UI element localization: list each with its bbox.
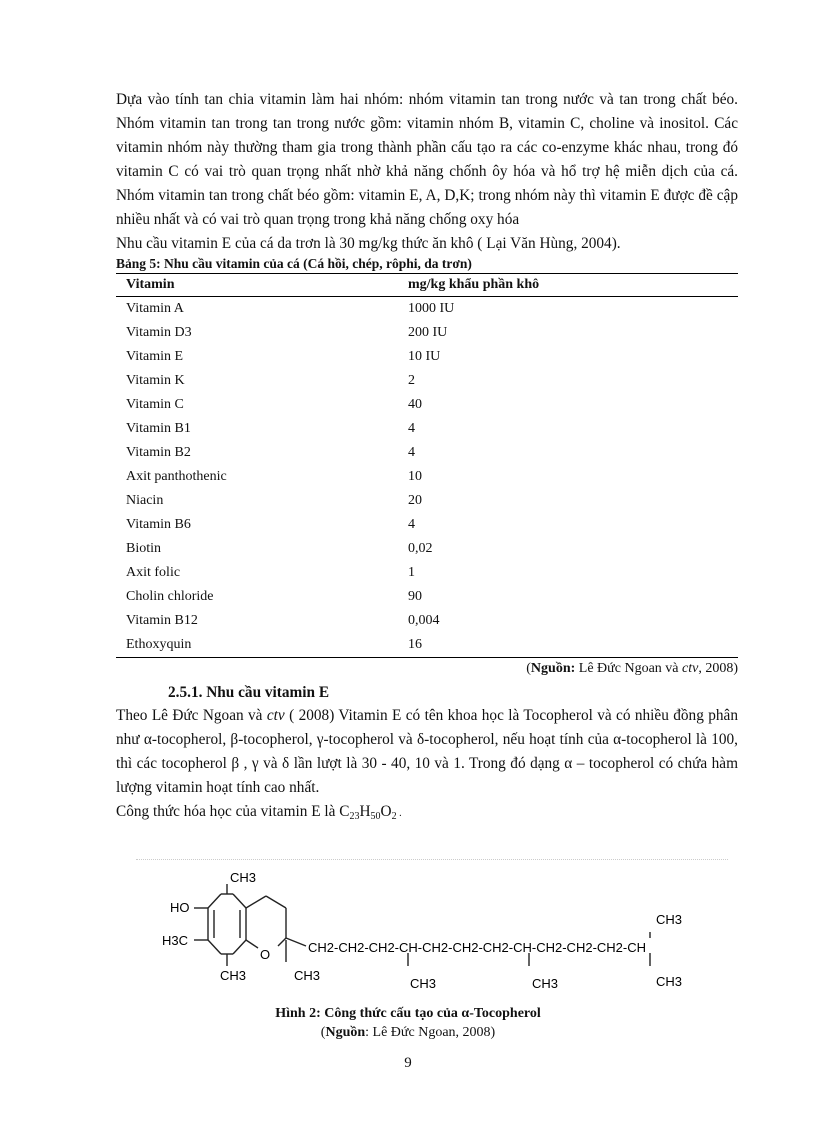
figure-title-text: : Công thức cấu tạo của α-Tocopherol	[316, 1006, 541, 1021]
source-year: , 2008)	[698, 661, 738, 676]
figure-caption	[0, 1004, 816, 1042]
label-ho: HO	[170, 900, 190, 915]
section-text-before: Theo Lê Đức Ngoan và	[116, 707, 267, 724]
label-ch3-branch2: CH3	[532, 976, 559, 991]
label-ch3-bottom-ring: CH3	[220, 968, 247, 983]
label-ch3-end-top: CH3	[656, 912, 683, 927]
table-row	[116, 417, 738, 441]
vitamin-name: Vitamin B6	[126, 517, 191, 532]
vitamin-table	[116, 273, 738, 658]
table-row	[116, 321, 738, 345]
table-row	[116, 369, 738, 393]
label-carbon-chain: CH2-CH2-CH2-CH-CH2-CH2-CH2-CH-CH2-CH2-CH2-CH	[308, 940, 647, 955]
table-caption: Bảng 5: Nhu cầu vitamin của cá (Cá hồi, chép, rôphi, da trơn)	[116, 256, 472, 271]
header-amount: mg/kg khẩu phần khô	[398, 274, 738, 297]
table-row	[116, 345, 738, 369]
vitamin-name: Vitamin B1	[126, 421, 191, 436]
source-label: Nguồn:	[530, 661, 576, 676]
vitamin-amount: 4	[408, 421, 415, 436]
source-text: Lê Đức Ngoan và	[575, 661, 682, 676]
label-ch3-junction: CH3	[294, 968, 321, 983]
vitamin-name: Cholin chloride	[126, 589, 214, 604]
formula-prefix: Công thức hóa học của vitamin E là C	[116, 803, 350, 820]
table-row	[116, 561, 738, 585]
source-ctv: ctv	[682, 661, 699, 676]
vitamin-amount: 4	[408, 445, 415, 460]
vitamin-amount: 4	[408, 517, 415, 532]
vitamin-name: Niacin	[126, 493, 164, 508]
page-number: 9	[404, 1055, 412, 1071]
formula-o: O	[380, 803, 392, 820]
tocopherol-structure	[136, 860, 728, 1006]
header-vitamin: Vitamin	[116, 274, 398, 297]
label-ch3-end-bottom: CH3	[656, 974, 683, 989]
label-h3c: H3C	[162, 933, 189, 948]
tocopherol-structure-figure	[136, 859, 728, 1006]
chemical-formula	[116, 800, 738, 829]
vitamin-name: Vitamin E	[126, 349, 184, 364]
figure-title	[0, 1004, 816, 1023]
vitamin-amount: 20	[408, 493, 422, 508]
vitamin-amount: 16	[398, 633, 738, 658]
table-row	[116, 633, 738, 658]
vitamin-e-requirement: Nhu cầu vitamin E của cá da trơn là 30 mg/kg thức ăn khô ( Lại Văn Hùng, 2004).	[116, 235, 621, 252]
table-source: (Nguồn: Lê Đức Ngoan và ctv, 2008)	[526, 661, 738, 676]
figure-source-label: Nguồn	[325, 1025, 366, 1040]
vitamin-amount: 10	[408, 469, 422, 484]
table-row	[116, 585, 738, 609]
section-text-after: ( 2008) Vitamin E có tên khoa học là Tocopherol và có nhiều đồng phân như α-tocopherol, β-tocopherol, γ-tocopherol và δ-tocopherol, nếu hoạt tính của α-tocopherol là 100, thì các tocopherol β , γ và δ lần lượt là 30 - 40, 10 và 1. Trong đó dạng α – tocopherol có chứa hàm lượng vitamin hoạt tính cao nhất.	[116, 707, 738, 796]
formula-h: H	[359, 803, 371, 820]
formula-o-sub: 2	[391, 811, 397, 822]
figure-source-text: : Lê Đức Ngoan, 2008)	[365, 1025, 496, 1040]
vitamin-name: Ethoxyquin	[116, 633, 398, 658]
table-row	[116, 297, 738, 322]
section-ctv: ctv	[266, 707, 285, 724]
page-content	[116, 88, 738, 829]
figure-number: Hình 2	[275, 1006, 317, 1021]
table-row	[116, 465, 738, 489]
vitamin-name: Vitamin D3	[126, 325, 192, 340]
vitamin-name: Vitamin B2	[126, 445, 191, 460]
formula-c-sub: 23	[349, 811, 360, 822]
vitamin-amount: 40	[408, 397, 422, 412]
table-row	[116, 513, 738, 537]
table-row	[116, 537, 738, 561]
vitamin-amount: 10 IU	[408, 349, 441, 364]
vitamin-amount: 200 IU	[408, 325, 448, 340]
vitamin-amount: 2	[408, 373, 415, 388]
table-row	[116, 441, 738, 465]
table-header-row	[116, 274, 738, 297]
vitamin-name: Vitamin A	[126, 301, 184, 316]
vitamin-name: Axit panthothenic	[126, 469, 227, 484]
vitamin-amount: 0,004	[408, 613, 440, 628]
table-row	[116, 609, 738, 633]
vitamin-name: Vitamin K	[126, 373, 185, 388]
label-oxygen: O	[260, 947, 271, 962]
vitamin-name: Vitamin B12	[126, 613, 198, 628]
vitamin-name: Axit folic	[126, 565, 181, 580]
vitamin-name: Vitamin C	[126, 397, 184, 412]
formula-suffix: .	[396, 808, 402, 819]
vitamin-amount: 1	[408, 565, 415, 580]
figure-source: (Nguồn: Lê Đức Ngoan, 2008)	[320, 1025, 496, 1040]
table-row	[116, 489, 738, 513]
section-paragraph	[116, 704, 738, 800]
vitamin-amount: 90	[408, 589, 422, 604]
section-heading: 2.5.1. Nhu cầu vitamin E	[168, 684, 330, 701]
vitamin-amount: 1000 IU	[408, 301, 455, 316]
label-ch3-branch1: CH3	[410, 976, 437, 991]
intro-paragraph: Dựa vào tính tan chia vitamin làm hai nhóm: nhóm vitamin tan trong nước và tan trong chất béo. Nhóm vitamin tan trong tan trong nước gồm: vitamin nhóm B, vitamin C, choline và inositol. Các vitamin nhóm này thường tham gia trong thành phần cấu tạo ra các co-enzyme khác nhau, trong đó vitamin C có vai trò quan trọng nhất nhờ khả năng chốnh ôy hóa và hổ trợ hệ miễn dịch của cá. Nhóm vitamin tan trong chất béo gồm: vitamin E, A, D,K; trong nhóm này thì vitamin E được đề cập nhiều nhất và có vai trò quan trọng trong khả năng chống oxy hóa	[116, 91, 738, 228]
vitamin-amount: 0,02	[408, 541, 433, 556]
label-ch3-top: CH3	[230, 870, 257, 885]
table-row	[116, 393, 738, 417]
vitamin-name: Biotin	[126, 541, 162, 556]
formula-h-sub: 50	[370, 811, 381, 822]
